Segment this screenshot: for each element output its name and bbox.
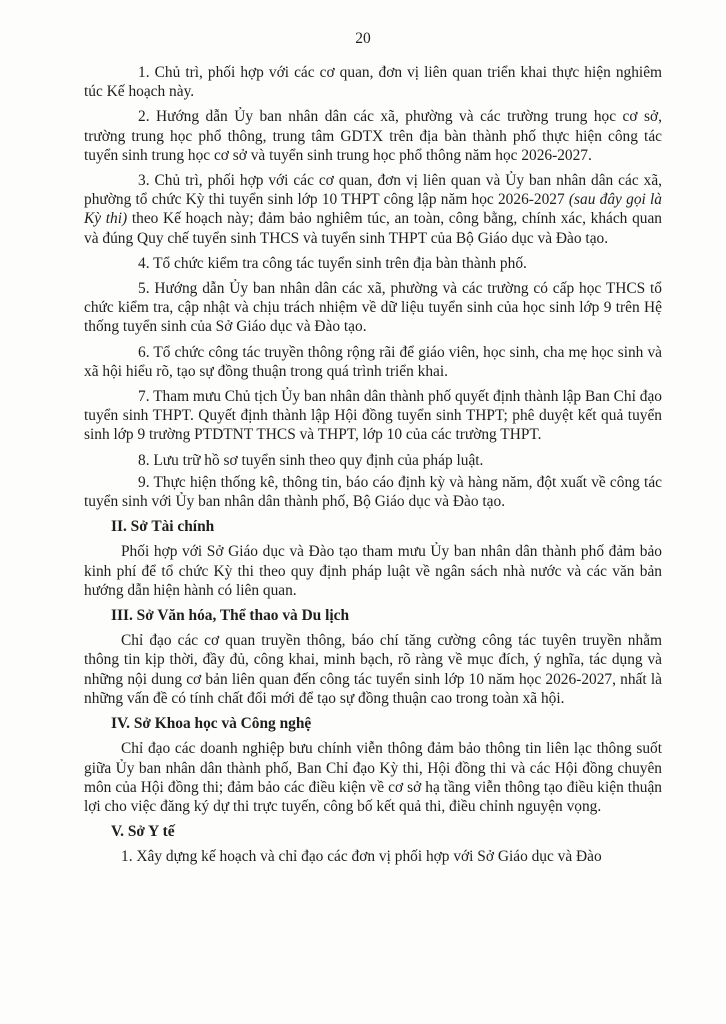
section-heading: IV. Sở Khoa học và Công nghệ	[111, 715, 312, 733]
list-item: 6. Tổ chức công tác truyền thông rộng rãi để giáo viên, học sinh, cha mẹ học sinh và xã hội hiểu rõ, tạo sự đồng thuận trong quá trình triển khai.	[84, 343, 662, 380]
list-item: 2. Hướng dẫn Ủy ban nhân dân các xã, phường và các trường trung học cơ sở, trường trung học phổ thông, trung tâm GDTX trên địa bàn thành phố thực hiện công tác tuyển sinh trung học cơ sở và tuyển sinh trung học phổ thông năm học 2026-2027.	[84, 108, 662, 164]
list-item: 9. Thực hiện thống kê, thông tin, báo cáo định kỳ và hàng năm, đột xuất về công tác tuyển sinh với Ủy ban nhân dân thành phố, Bộ Giáo dục và Đào tạo.	[84, 473, 662, 511]
list-item-italic-note: (sau đây gọi là Kỳ thi)	[84, 191, 662, 228]
list-item: 7. Tham mưu Chủ tịch Ủy ban nhân dân thành phố quyết định thành lập Ban Chỉ đạo tuyển sinh THPT. Quyết định thành lập Hội đồng tuyển sinh THPT; phê duyệt kết quả tuyển sinh lớp 9 trường PTDTNT THCS và THPT, lớp 10 của các trường THPT.	[84, 388, 662, 444]
list-item: 1. Chủ trì, phối hợp với các cơ quan, đơn vị liên quan triển khai thực hiện nghiêm túc Kế hoạch này.	[84, 64, 662, 101]
list-item	[84, 171, 662, 248]
section-heading: V. Sở Y tế	[111, 823, 175, 841]
page-number: 20	[355, 30, 371, 47]
section-paragraph: 1. Xây dựng kế hoạch và chỉ đạo các đơn vị phối hợp với Sở Giáo dục và Đào	[121, 848, 602, 866]
document-body	[84, 63, 662, 873]
list-item: 4. Tổ chức kiểm tra công tác tuyển sinh trên địa bàn thành phố.	[138, 254, 527, 272]
section-paragraph: Chỉ đạo các cơ quan truyền thông, báo chí tăng cường công tác tuyên truyền nhằm thông tin kịp thời, đầy đủ, công khai, minh bạch, rõ ràng về mục đích, ý nghĩa, tác dụng và những nội dung cơ bản liên quan đến công tác tuyển sinh lớp 10 năm học 2026-2027, nhất là những vấn đề có tính chất đổi mới để tạo sự đồng thuận cao trong toàn xã hội.	[84, 632, 662, 707]
section-paragraph: Phối hợp với Sở Giáo dục và Đào tạo tham mưu Ủy ban nhân dân thành phố đảm bảo kinh phí để tổ chức Kỳ thi theo quy định pháp luật về ngân sách nhà nước và các văn bản hướng dẫn hiện hành có liên quan.	[84, 543, 662, 599]
list-item: 8. Lưu trữ hồ sơ tuyển sinh theo quy định của pháp luật.	[138, 451, 484, 469]
section-heading: II. Sở Tài chính	[111, 518, 215, 536]
section-heading: III. Sở Văn hóa, Thể thao và Du lịch	[111, 607, 350, 625]
list-item-text: 3. Chủ trì, phối hợp với các cơ quan, đơn vị liên quan và Ủy ban nhân dân các xã, phường tổ chức Kỳ thi tuyển sinh lớp 10 THPT công lập năm học 2026-2027	[84, 172, 662, 209]
list-item-text: theo Kế hoạch này; đảm bảo nghiêm túc, an toàn, công bằng, chính xác, khách quan và đúng Quy chế tuyển sinh THCS và tuyển sinh THPT của Bộ Giáo dục và Đào tạo.	[84, 210, 662, 247]
section-paragraph: Chỉ đạo các doanh nghiệp bưu chính viễn thông đảm bảo thông tin liên lạc thông suốt giữa Ủy ban nhân dân thành phố, Ban Chỉ đạo Kỳ thi, Hội đồng thi và các Hội đồng chuyên môn của Hội đồng thi; đảm bảo các điều kiện về cơ sở hạ tầng viễn thông tạo điều kiện thuận lợi cho việc đăng ký dự thi trực tuyến, công bố kết quả thi, điều chỉnh nguyện vọng.	[84, 740, 662, 815]
list-item: 5. Hướng dẫn Ủy ban nhân dân các xã, phường và các trường có cấp học THCS tổ chức kiểm tra, cập nhật và chịu trách nhiệm về dữ liệu tuyển sinh của học sinh lớp 9 trên Hệ thống tuyển sinh của Sở Giáo dục và Đào tạo.	[84, 280, 662, 336]
